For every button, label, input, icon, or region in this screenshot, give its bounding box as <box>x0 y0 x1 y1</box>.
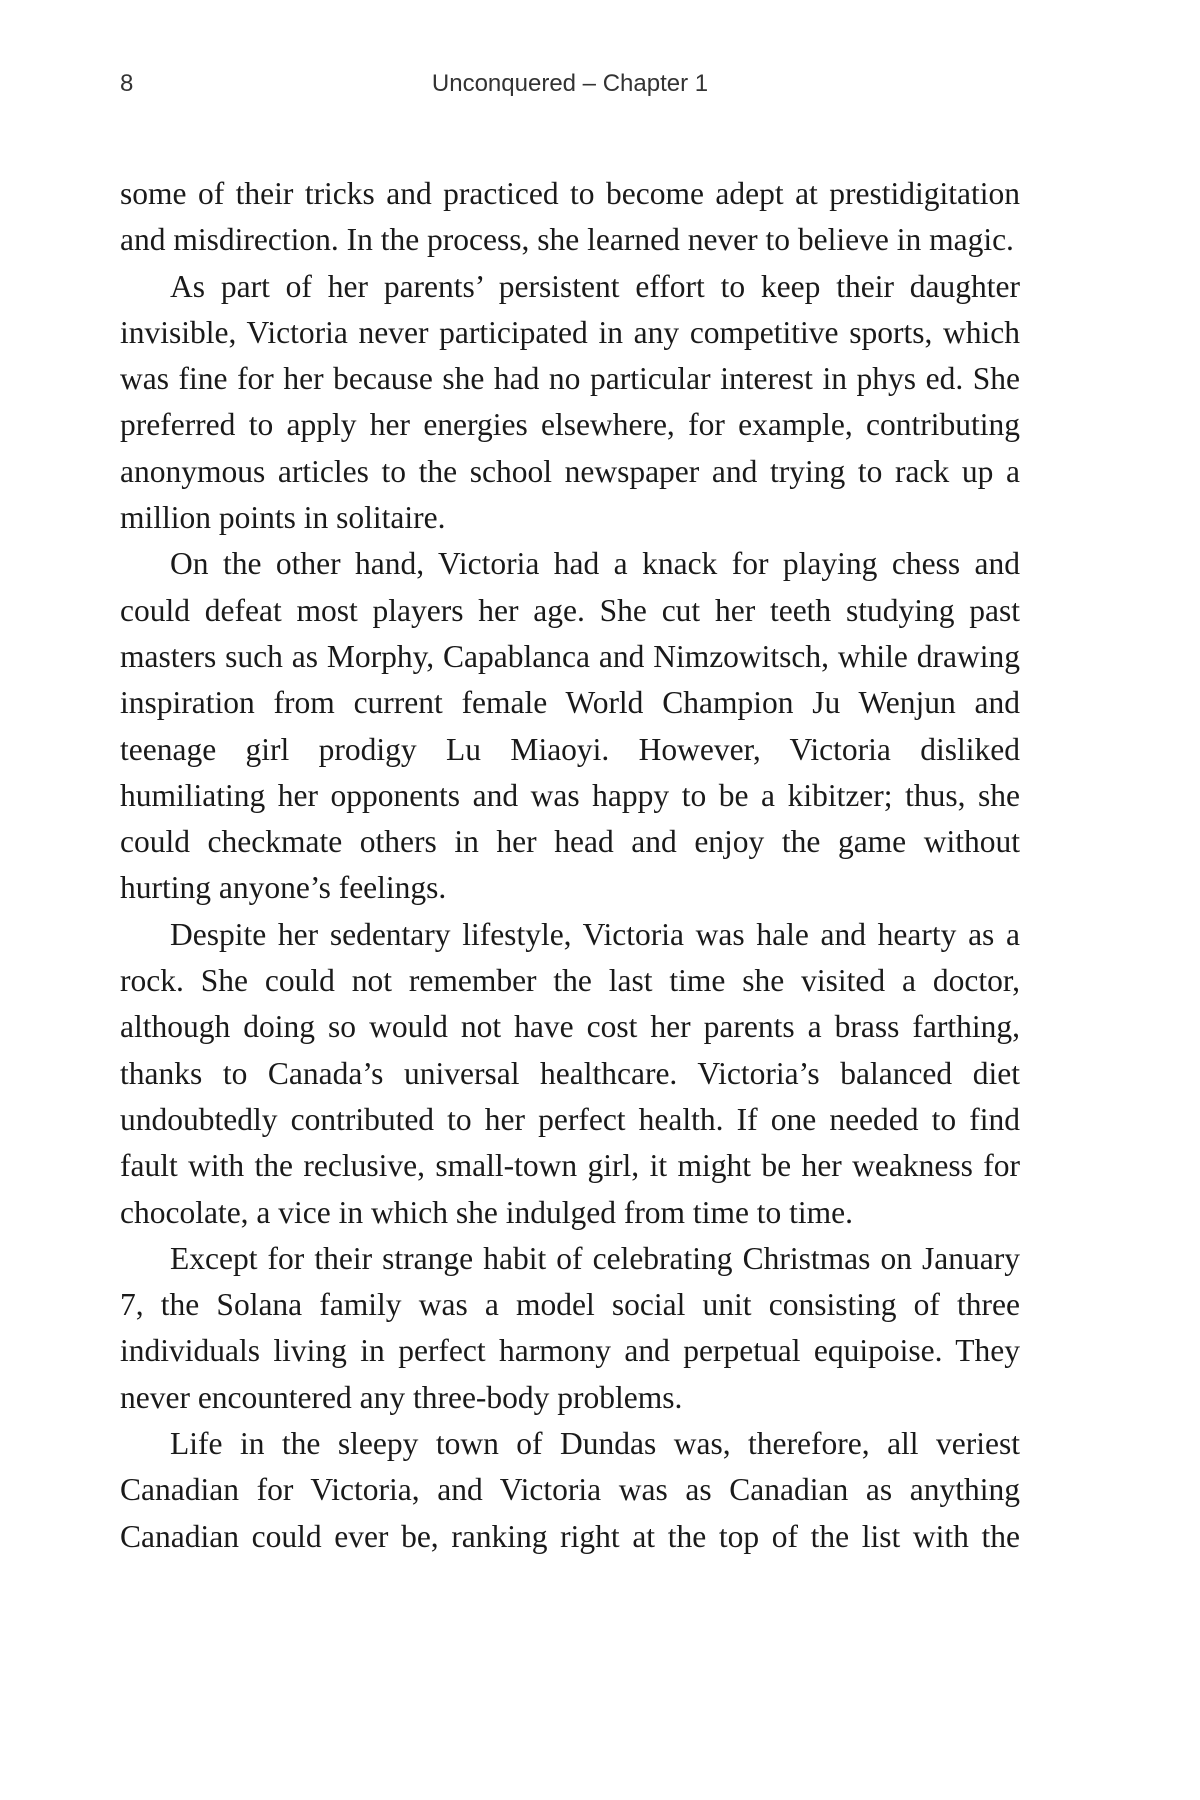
body-text <box>120 171 1020 1560</box>
page-header <box>120 70 1020 102</box>
paragraph: On the other hand, Victoria had a knack for playing chess and could defeat most players her age. She cut her teeth studying past masters such as Morphy, Capablanca and Nimzowitsch, while drawing inspiration from current female World Champion Ju Wenjun and teenage girl prodigy Lu Miaoyi. However, Victoria disliked humiliating her opponents and was happy to be a kibitzer; thus, she could checkmate others in her head and enjoy the game without hurting anyone’s feelings. <box>120 546 1020 906</box>
paragraph: Except for their strange habit of celebrating Christmas on January 7, the Solana family was a model social unit consisting of three individuals living in perfect harmony and perpetual equipoise. They never encountered any three-body problems. <box>120 1240 1020 1415</box>
paragraph: Despite her sedentary lifestyle, Victoria was hale and hearty as a rock. She could not remember the last time she visited a doctor, although doing so would not have cost her parents a brass farthing, thanks to Canada’s universal healthcare. Victoria’s balanced diet undoubtedly contributed to her perfect health. If one needed to find fault with the reclusive, small-town girl, it might be her weakness for chocolate, a vice in which she indulged from time to time. <box>120 916 1020 1230</box>
page-number: 8 <box>120 70 134 97</box>
paragraph: Life in the sleepy town of Dundas was, therefore, all veriest Canadian for Victoria, and Victoria was as Canadian as anything Canadian could ever be, ranking right at the top of the list with the <box>120 1426 1020 1554</box>
paragraph: some of their tricks and practiced to become adept at prestidigitation and misdirection. In the process, she learned never to believe in magic. <box>120 176 1020 258</box>
paragraph: As part of her parents’ persistent effort to keep their daughter invisible, Victoria never participated in any competitive sports, which was fine for her because she had no particular interest in phys ed. She preferred to apply her energies elsewhere, for example, contributing anonymous articles to the school newspaper and trying to rack up a million points in solitaire. <box>120 268 1020 536</box>
running-head: Unconquered – Chapter 1 <box>431 70 709 97</box>
